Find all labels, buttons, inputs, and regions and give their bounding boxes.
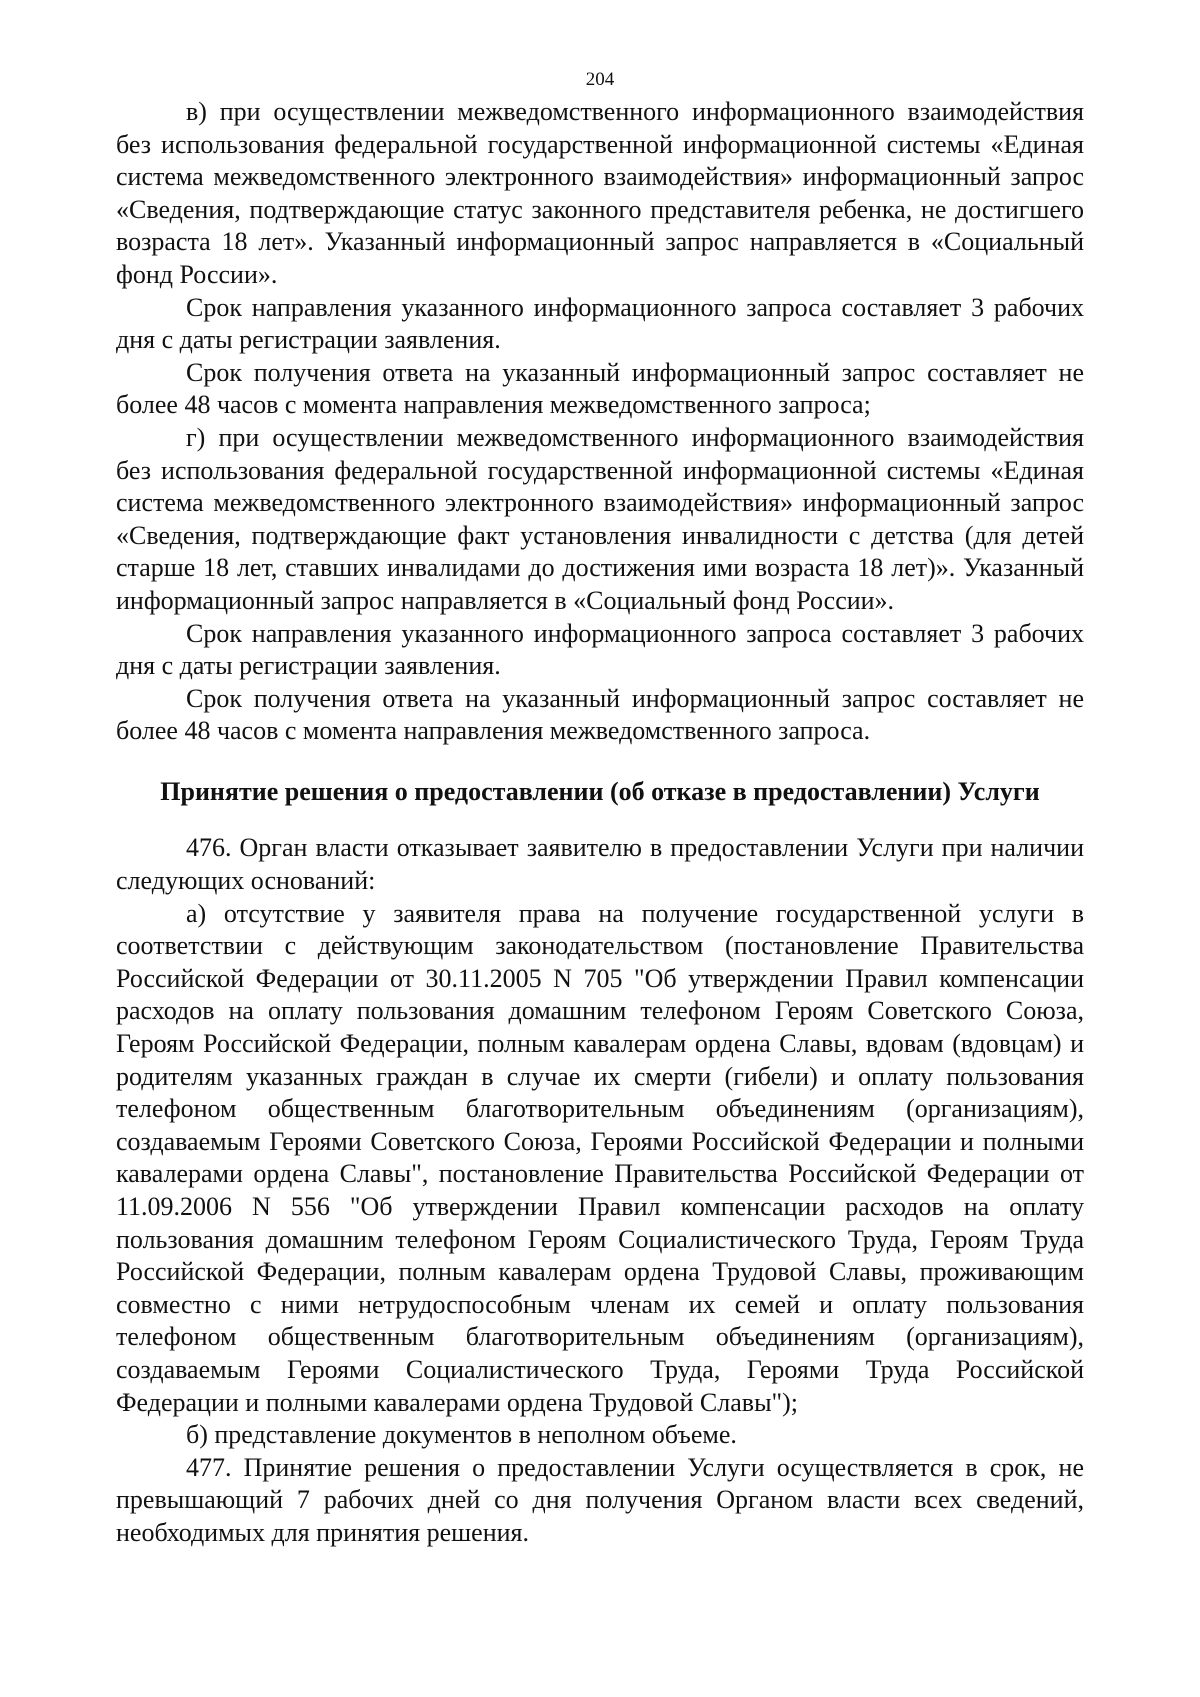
paragraph-response-deadline-2: Срок получения ответа на указанный информационный запрос составляет не более 48 часов с момента направления межведомственного запроса.: [116, 683, 1084, 746]
paragraph-v-interagency-request-representative-status: в) при осуществлении межведомственного информационного взаимодействия без использования федеральной государственной информационной системы «Единая система межведомственного электронного взаимодействия» информационный запрос «Сведения, подтверждающие статус законного представителя ребенка, не достигшего возраста 18 лет». Указанный информационный запрос направляется в «Социальный фонд России».: [116, 97, 1084, 289]
paragraph-response-deadline: Срок получения ответа на указанный информационный запрос составляет не более 48 часов с момента направления межведомственного запроса;: [116, 357, 1084, 420]
paragraph-g-interagency-request-disability: г) при осуществлении межведомственного информационного взаимодействия без использования федеральной государственной информационной системы «Единая система межведомственного электронного взаимодействия» информационный запрос «Сведения, подтверждающие факт установления инвалидности с детства (для детей старше 18 лет, ставших инвалидами до достижения ими возраста 18 лет)». Указанный информационный запрос направляется в «Социальный фонд России».: [116, 422, 1084, 615]
paragraph-a-no-right: а) отсутствие у заявителя права на получение государственной услуги в соответствии с действующим законодательством (постановление Правительства Российской Федерации от 30.11.2005 N 705 "Об утверждении Правил компенсации расходов на оплату пользования домашним телефоном Героям Советского Союза, Героям Российской Федерации, полным кавалерам ордена Славы, вдовам (вдовцам) и родителям указанных граждан в случае их смерти (гибели) и оплату пользования телефоном общественным благотворительным объединениям (организациям), создаваемым Героями Советского Союза, Героями Российской Федерации и полными кавалерами ордена Славы", постановление Правительства Российской Федерации от 11.09.2006 N 556 "Об утверждении Правил компенсации расходов на оплату пользования домашним телефоном Героям Социалистического Труда, Героям Труда Российской Федерации, полным кавалерам ордена Трудовой Славы, проживающим совместно с ними нетрудоспособным членам их семей и оплату пользования телефоном общественным благотворительным объединениям (организациям), создаваемым Героями Социалистического Труда, Героями Труда Российской Федерации и полными кавалерами ордена Трудовой Славы");: [116, 898, 1084, 1417]
document-body: [116, 96, 1084, 1550]
paragraph-477-decision-term: 477. Принятие решения о предоставлении Услуги осуществляется в срок, не превышающий 7 рабочих дней со дня получения Органом власти всех сведений, необходимых для принятия решения.: [116, 1452, 1084, 1547]
paragraph-b-incomplete-documents: б) представление документов в неполном объеме.: [186, 1420, 737, 1450]
paragraph-476-refusal-grounds: 476. Орган власти отказывает заявителю в предоставлении Услуги при наличии следующих оснований:: [116, 833, 1084, 896]
section-heading: Принятие решения о предоставлении (об отказе в предоставлении) Услуги: [160, 776, 1040, 806]
paragraph-request-send-deadline: Срок направления указанного информационного запроса составляет 3 рабочих дня с даты регистрации заявления.: [116, 292, 1084, 355]
page-number: 204: [585, 69, 615, 90]
paragraph-request-send-deadline-2: Срок направления указанного информационного запроса составляет 3 рабочих дня с даты регистрации заявления.: [116, 618, 1084, 681]
